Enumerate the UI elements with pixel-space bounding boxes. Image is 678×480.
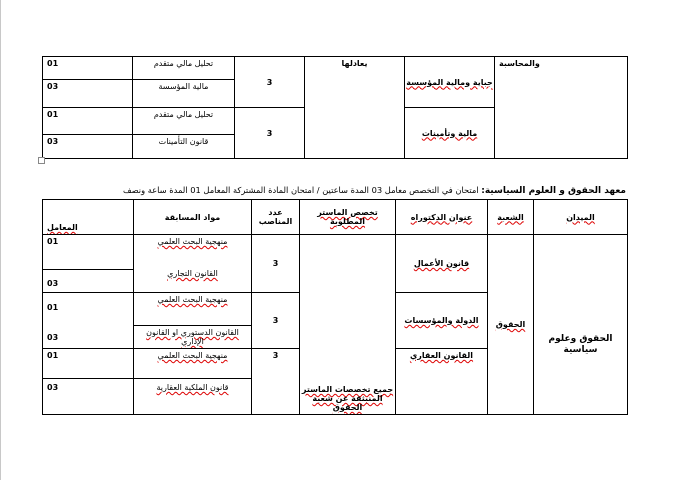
positions-cell-g2: 3 [252, 293, 300, 349]
top-subjects-cell-1 [133, 57, 235, 108]
header-field: الميدان [534, 200, 628, 235]
top-coef-cell-1 [43, 57, 133, 108]
subject-text: تحليل مالي متقدم [153, 110, 214, 119]
subjects-cell-g1 [134, 235, 252, 293]
coef-value: 03 [47, 333, 59, 342]
anchor-marker [38, 157, 45, 164]
top-branch-cell-1 [405, 57, 495, 108]
top-field-cell [495, 57, 628, 159]
coef-value: 01 [47, 237, 59, 246]
header-title: عنوان الدكتوراه [396, 200, 488, 235]
title-cell-g3: القانون العقاري [396, 349, 488, 415]
top-subjects-cell-2 [133, 108, 235, 159]
coef-value: 01 [47, 303, 59, 312]
positions-cell-g1: 3 [252, 235, 300, 293]
header-coef: المعامل [43, 200, 134, 235]
spec-text: يعادلها [341, 59, 368, 68]
subject-text: القانون الدستوري او القانون الإداري [134, 325, 251, 348]
subject-text: منهجية البحث العلمي [157, 295, 228, 304]
coef-cell-g3 [43, 349, 134, 415]
header-branch: الشعبة [488, 200, 534, 235]
coef-value: 03 [43, 269, 133, 292]
branch-text: جباية ومالية المؤسسة [406, 77, 493, 87]
coef-value: 01 [47, 59, 59, 68]
header-subjects: مواد المسابقة [134, 200, 252, 235]
section-heading [42, 184, 626, 196]
page-edge [0, 0, 1, 480]
origin-text: جميع تخصصات الماستر المنبثقة عن شعبة الحقوق [301, 385, 394, 412]
title-cell-g2: الدولة والمؤسسات [396, 293, 488, 349]
origin-cell [300, 235, 396, 415]
subjects-cell-g3 [134, 349, 252, 415]
header-origin: تخصص الماستر المطلوبة [300, 200, 396, 235]
coef-value: 03 [43, 134, 132, 155]
coef-value: 03 [43, 378, 133, 399]
coef-cell-g1 [43, 235, 134, 293]
coef-cell-g2 [43, 293, 134, 349]
subject-text: قانون التأمينات [133, 134, 234, 155]
title-cell-g1: قانون الأعمال [396, 235, 488, 293]
branch-text: مالية وتأمينات [421, 128, 478, 138]
coef-value: 01 [47, 110, 59, 119]
field-text: الحقوق وعلوم سياسية [548, 333, 613, 355]
top-branch-cell-2 [405, 108, 495, 159]
field-text: والمحاسبة [499, 59, 540, 68]
subject-text: منهجية البحث العلمي [157, 237, 228, 246]
top-positions-cell-2: 3 [235, 108, 305, 159]
positions-cell-g3: 3 [252, 349, 300, 415]
top-table [42, 56, 628, 159]
coef-value: 01 [47, 351, 59, 360]
exam-details: امتحان في التخصص معامل 03 المدة ساعتين / امتحان المادة المشتركة المعامل 01 المدة ساعة ونصف [123, 185, 479, 195]
subject-text: قانون الملكية العقارية [134, 378, 251, 401]
subject-text: منهجية البحث العلمي [157, 351, 228, 360]
institute-title: معهد الحقوق و العلوم السياسية: [481, 186, 626, 196]
bottom-table [42, 199, 628, 415]
subject-text: تحليل مالي متقدم [153, 59, 214, 68]
top-positions-cell-1: 3 [235, 57, 305, 108]
field-cell [534, 235, 628, 415]
subject-text: مالية المؤسسة [133, 79, 234, 100]
top-coef-cell-2 [43, 108, 133, 159]
coef-value: 03 [43, 79, 132, 100]
top-spec-cell [305, 57, 405, 159]
subject-text: القانون التجاري [167, 269, 218, 278]
subjects-cell-g2 [134, 293, 252, 349]
branch-cell: الحقوق [488, 235, 534, 415]
header-positions: عدد المناصب [252, 200, 300, 235]
